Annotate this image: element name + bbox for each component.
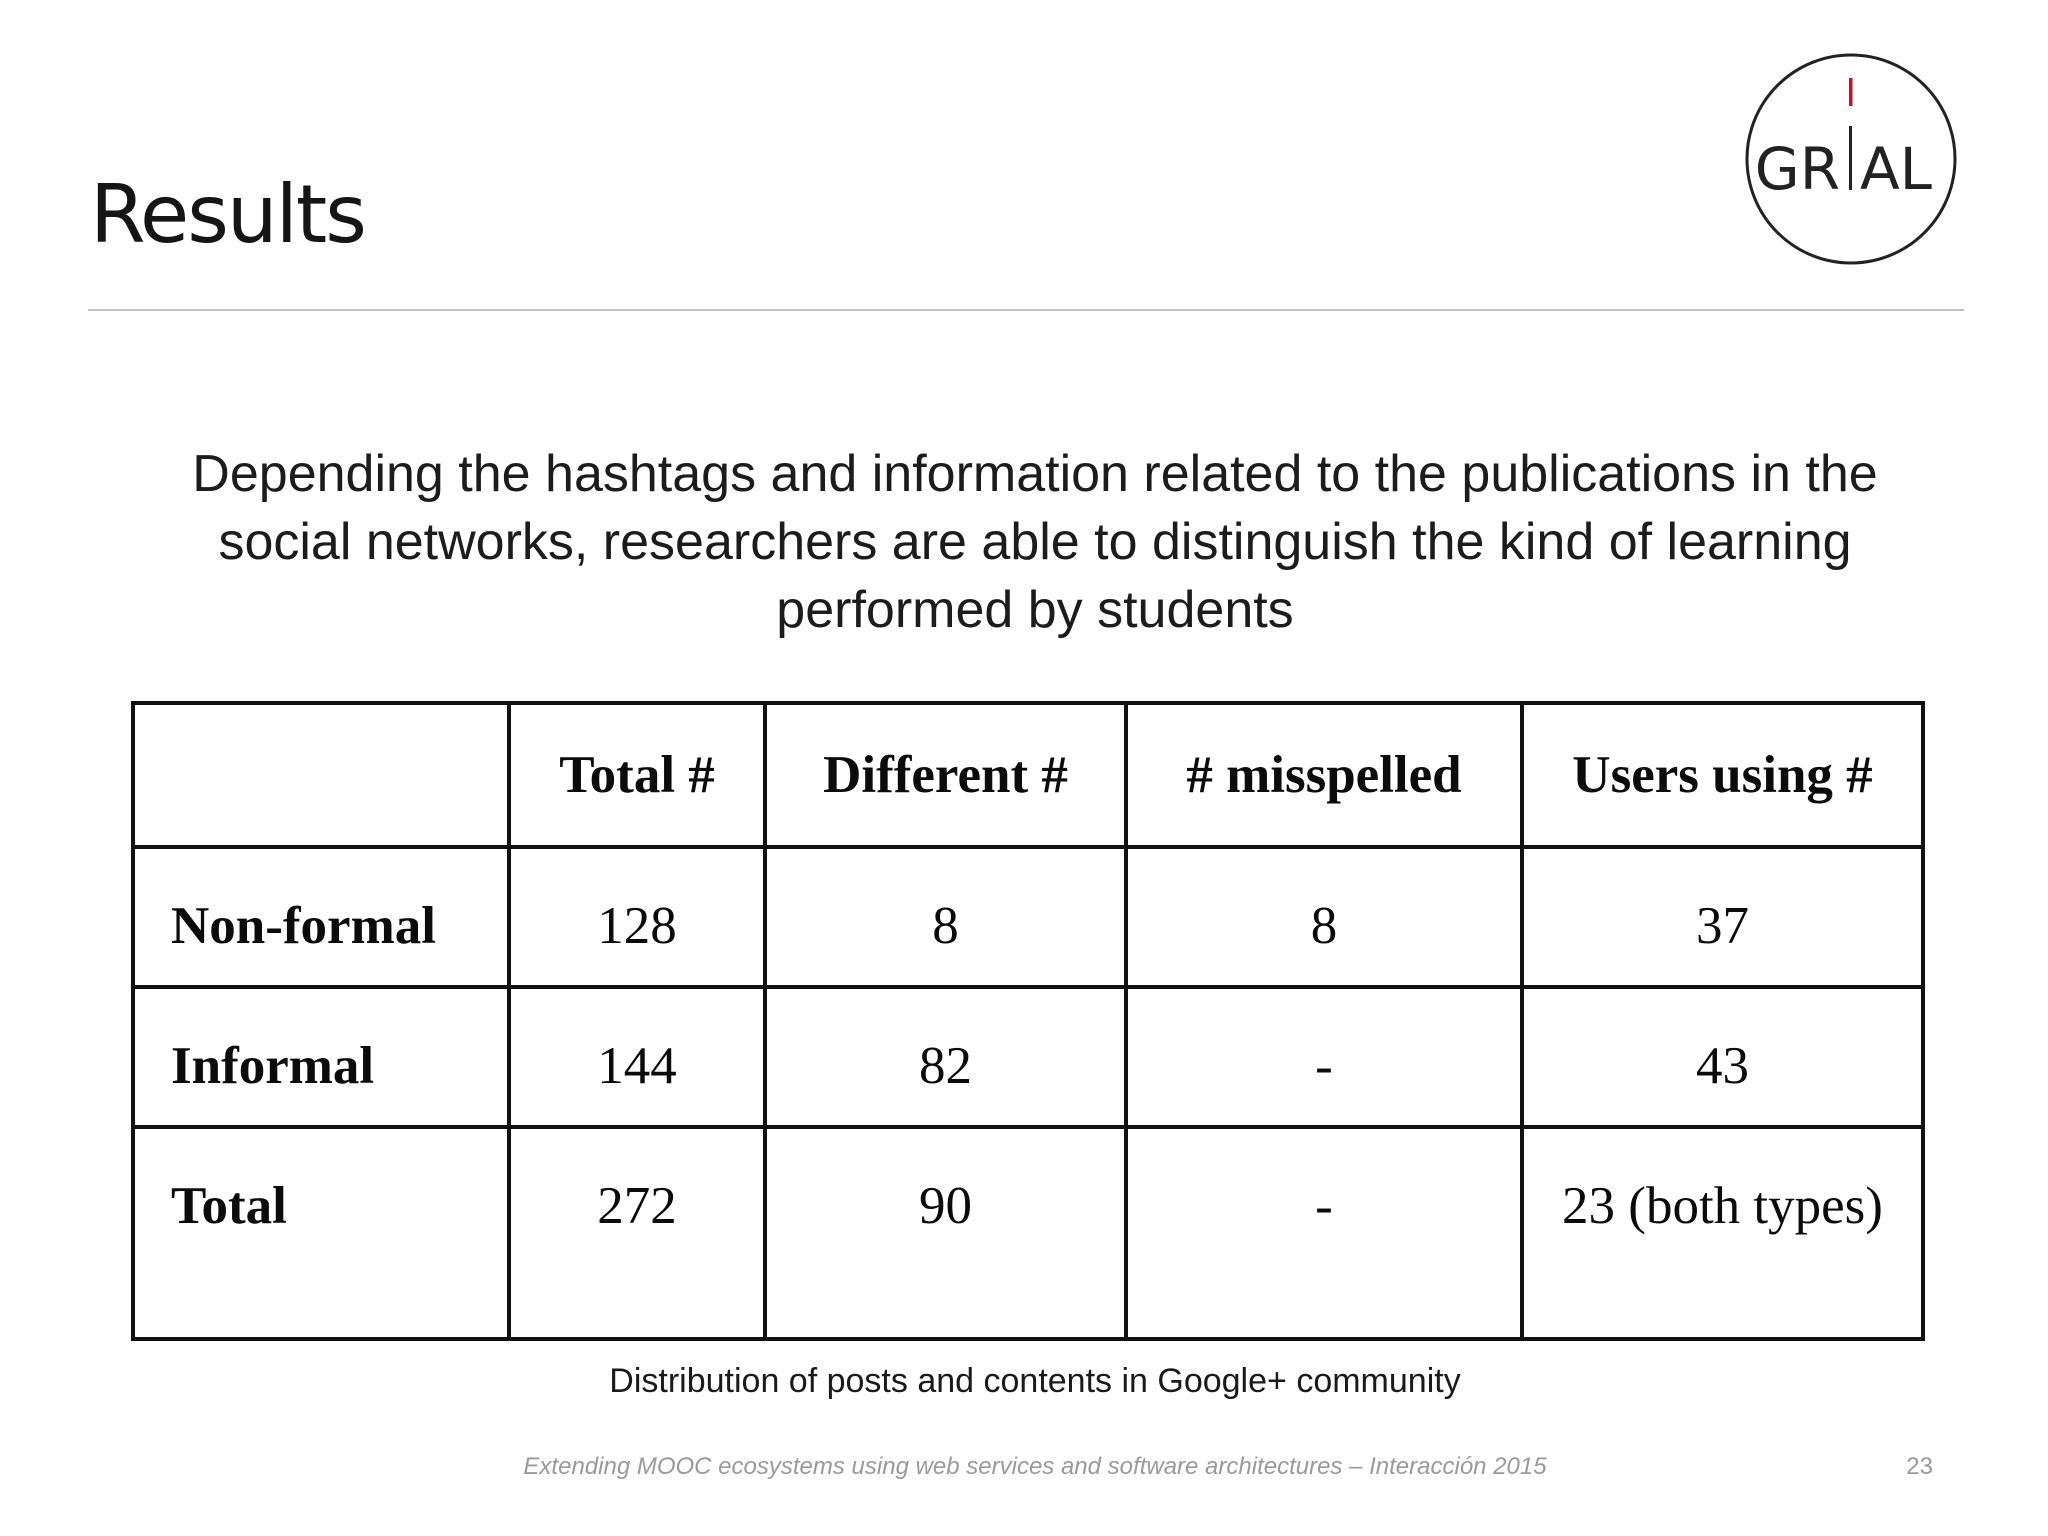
results-table-container <box>131 701 1925 1341</box>
results-table <box>131 701 1925 1341</box>
table-cell: - <box>1126 987 1522 1127</box>
table-cell: 90 <box>765 1127 1126 1339</box>
slide-title: Results <box>90 168 365 261</box>
table-cell: 128 <box>509 847 765 987</box>
intro-paragraph: Depending the hashtags and information related to the publications in the social networks, researchers are able to distinguish the kind of learning performed by students <box>192 445 1878 639</box>
logo-text-left: GR <box>1754 135 1840 203</box>
table-caption: Distribution of posts and contents in Google+ community <box>609 1362 1461 1400</box>
table-header-cell: Users using # <box>1522 703 1923 847</box>
table-row <box>133 987 1923 1127</box>
table-cell: 23 (both types) <box>1522 1127 1923 1339</box>
row-label: Non-formal <box>133 847 509 987</box>
table-cell: 8 <box>765 847 1126 987</box>
page-number: 23 <box>1906 1453 1933 1480</box>
table-header-cell: # misspelled <box>1126 703 1522 847</box>
logo-accent-bar <box>1849 78 1853 106</box>
table-header-cell: Different # <box>765 703 1126 847</box>
grial-logo <box>1744 52 1958 266</box>
table-cell: 8 <box>1126 847 1522 987</box>
table-header-cell: Total # <box>509 703 765 847</box>
row-label: Total <box>133 1127 509 1339</box>
table-cell: 82 <box>765 987 1126 1127</box>
table-header-row <box>133 703 1923 847</box>
table-cell: 144 <box>509 987 765 1127</box>
table-cell: 43 <box>1522 987 1923 1127</box>
logo-text-right: AL <box>1860 135 1932 203</box>
row-label: Informal <box>133 987 509 1127</box>
table-cell: 37 <box>1522 847 1923 987</box>
slide-footer: Extending MOOC ecosystems using web services and software architectures – Interacción 2015 <box>523 1453 1547 1480</box>
title-divider <box>88 309 1964 311</box>
table-header-cell <box>133 703 509 847</box>
table-cell: 272 <box>509 1127 765 1339</box>
table-row <box>133 847 1923 987</box>
table-cell: - <box>1126 1127 1522 1339</box>
table-row <box>133 1127 1923 1339</box>
